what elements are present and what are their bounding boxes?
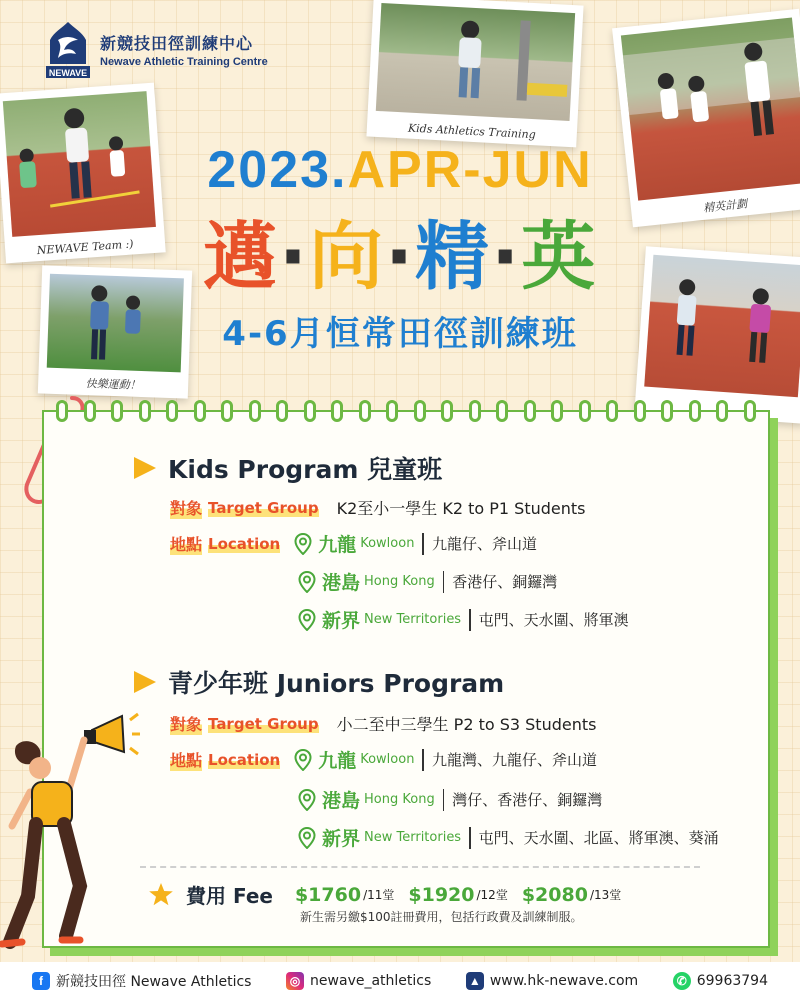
location-pin-icon	[298, 609, 316, 631]
juniors-areas-2: 灣仔、香港仔、銅鑼灣	[452, 791, 603, 809]
kids-region-cn-2: 港島	[322, 572, 361, 594]
footer	[0, 962, 800, 1000]
kids-location-label-en: Location	[208, 534, 281, 553]
kids-region-cn-3: 新界	[322, 610, 361, 632]
photo-right1-caption: 精英計劃	[702, 197, 748, 215]
star-icon	[148, 882, 174, 908]
instagram-icon: ◎	[286, 972, 304, 990]
kids-areas-1: 九龍仔、斧山道	[431, 535, 537, 553]
footer-website[interactable]	[466, 972, 638, 990]
photo-left2-caption: 快樂運動！	[85, 377, 141, 392]
title-sub: 4-6月恒常田徑訓練班	[222, 314, 578, 354]
fee-label: 費用 Fee	[186, 884, 273, 908]
title-year-months: APR-JUN	[347, 141, 593, 199]
photo-left-caption: NEWAVE Team :)	[36, 237, 134, 258]
juniors-region-en-3: New Territories	[364, 830, 462, 845]
footer-website-text: www.hk-newave.com	[489, 973, 639, 989]
juniors-areas-3: 屯門、天水圍、北區、將軍澳、葵涌	[478, 829, 719, 847]
kids-program-title: Kids Program 兒童班	[168, 455, 443, 484]
play-triangle-icon	[134, 671, 156, 693]
juniors-region-en-1: Kowloon	[360, 752, 415, 767]
fee-price-3: $2080	[521, 883, 588, 906]
juniors-location-row-1	[170, 746, 597, 773]
title-char-2: 向	[308, 214, 385, 300]
brand-name-cn: 新競技田徑訓練中心	[100, 33, 254, 53]
spiral-rings	[56, 400, 756, 422]
kids-location-row-3	[298, 606, 629, 633]
kids-location-label-cn: 地點	[170, 532, 202, 555]
fee-price-1: $1760	[294, 883, 362, 906]
juniors-region-cn-2: 港島	[322, 790, 361, 812]
kids-location-row-2	[298, 568, 557, 595]
fee-row	[148, 880, 635, 909]
title-main: 邁·向·精·英	[202, 214, 598, 300]
kids-target-value: K2至小一學生 K2 to P1 Students	[336, 499, 586, 518]
play-triangle-icon	[134, 457, 156, 479]
brand-name-en: Newave Athletic Training Centre	[100, 55, 268, 68]
kids-areas-3: 屯門、天水圍、將軍澳	[478, 611, 629, 629]
kids-areas-2: 香港仔、銅鑼灣	[452, 573, 558, 591]
fee-note: 新生需另繳$100註冊費用，包括行政費及訓練制服。	[300, 910, 583, 924]
fee-price-2: $1920	[408, 883, 475, 906]
newave-small-logo-icon: ▲	[466, 972, 484, 990]
location-pin-icon	[298, 571, 316, 593]
kids-location-row-1	[170, 530, 537, 557]
juniors-location-label-en: Location	[208, 750, 281, 769]
location-pin-icon	[294, 749, 312, 771]
fee-per-2: /12堂	[476, 888, 508, 902]
photo-top-caption: Kids Athletics Training	[407, 121, 537, 142]
juniors-location-row-2	[298, 786, 602, 813]
juniors-target-label-en: Target Group	[208, 714, 319, 733]
title-char-3: 精	[415, 214, 492, 300]
fee-per-1: /11堂	[363, 888, 395, 902]
juniors-location-row-3	[298, 824, 719, 851]
fee-divider	[140, 866, 700, 868]
title-char-4: 英	[521, 214, 598, 300]
juniors-areas-1: 九龍灣、九龍仔、斧山道	[431, 751, 597, 769]
juniors-target-label-cn: 對象	[170, 712, 202, 735]
juniors-target-row	[170, 712, 596, 735]
location-pin-icon	[298, 789, 316, 811]
facebook-icon: f	[32, 972, 50, 990]
title-year-number: 2023.	[207, 141, 348, 199]
newave-logo	[44, 18, 92, 80]
kids-target-label-en: Target Group	[208, 498, 319, 517]
footer-whatsapp-text: 69963794	[696, 973, 768, 989]
footer-facebook-text: 新競技田徑 Newave Athletics	[56, 974, 252, 990]
juniors-location-label-cn: 地點	[170, 748, 202, 771]
footer-whatsapp[interactable]	[673, 972, 768, 990]
footer-facebook[interactable]	[32, 971, 251, 991]
kids-region-en-2: Hong Kong	[364, 574, 435, 589]
kids-region-cn-1: 九龍	[318, 534, 357, 556]
location-pin-icon	[294, 533, 312, 555]
juniors-region-en-2: Hong Kong	[364, 792, 435, 807]
brand	[44, 18, 268, 80]
juniors-target-value: 小二至中三學生 P2 to S3 Students	[336, 715, 597, 734]
fee-per-3: /13堂	[589, 888, 622, 902]
kids-region-en-3: New Territories	[364, 612, 462, 627]
title-char-1: 邁	[202, 214, 279, 300]
juniors-region-cn-3: 新界	[322, 828, 361, 850]
location-pin-icon	[298, 827, 316, 849]
logo-text: NEWAVE	[48, 68, 88, 78]
kids-target-label-cn: 對象	[170, 496, 202, 519]
juniors-region-cn-1: 九龍	[318, 750, 357, 772]
title-year	[0, 140, 800, 200]
photo-top	[366, 0, 583, 147]
whatsapp-icon: ✆	[673, 972, 691, 990]
kids-region-en-1: Kowloon	[360, 536, 415, 551]
kids-program-heading	[134, 450, 442, 486]
footer-instagram[interactable]	[286, 972, 431, 990]
juniors-program-title: 青少年班 Juniors Program	[168, 669, 505, 698]
megaphone-girl-illustration	[0, 706, 140, 956]
kids-target-row	[170, 496, 585, 519]
juniors-program-heading	[134, 664, 504, 700]
footer-instagram-text: newave_athletics	[310, 973, 432, 989]
